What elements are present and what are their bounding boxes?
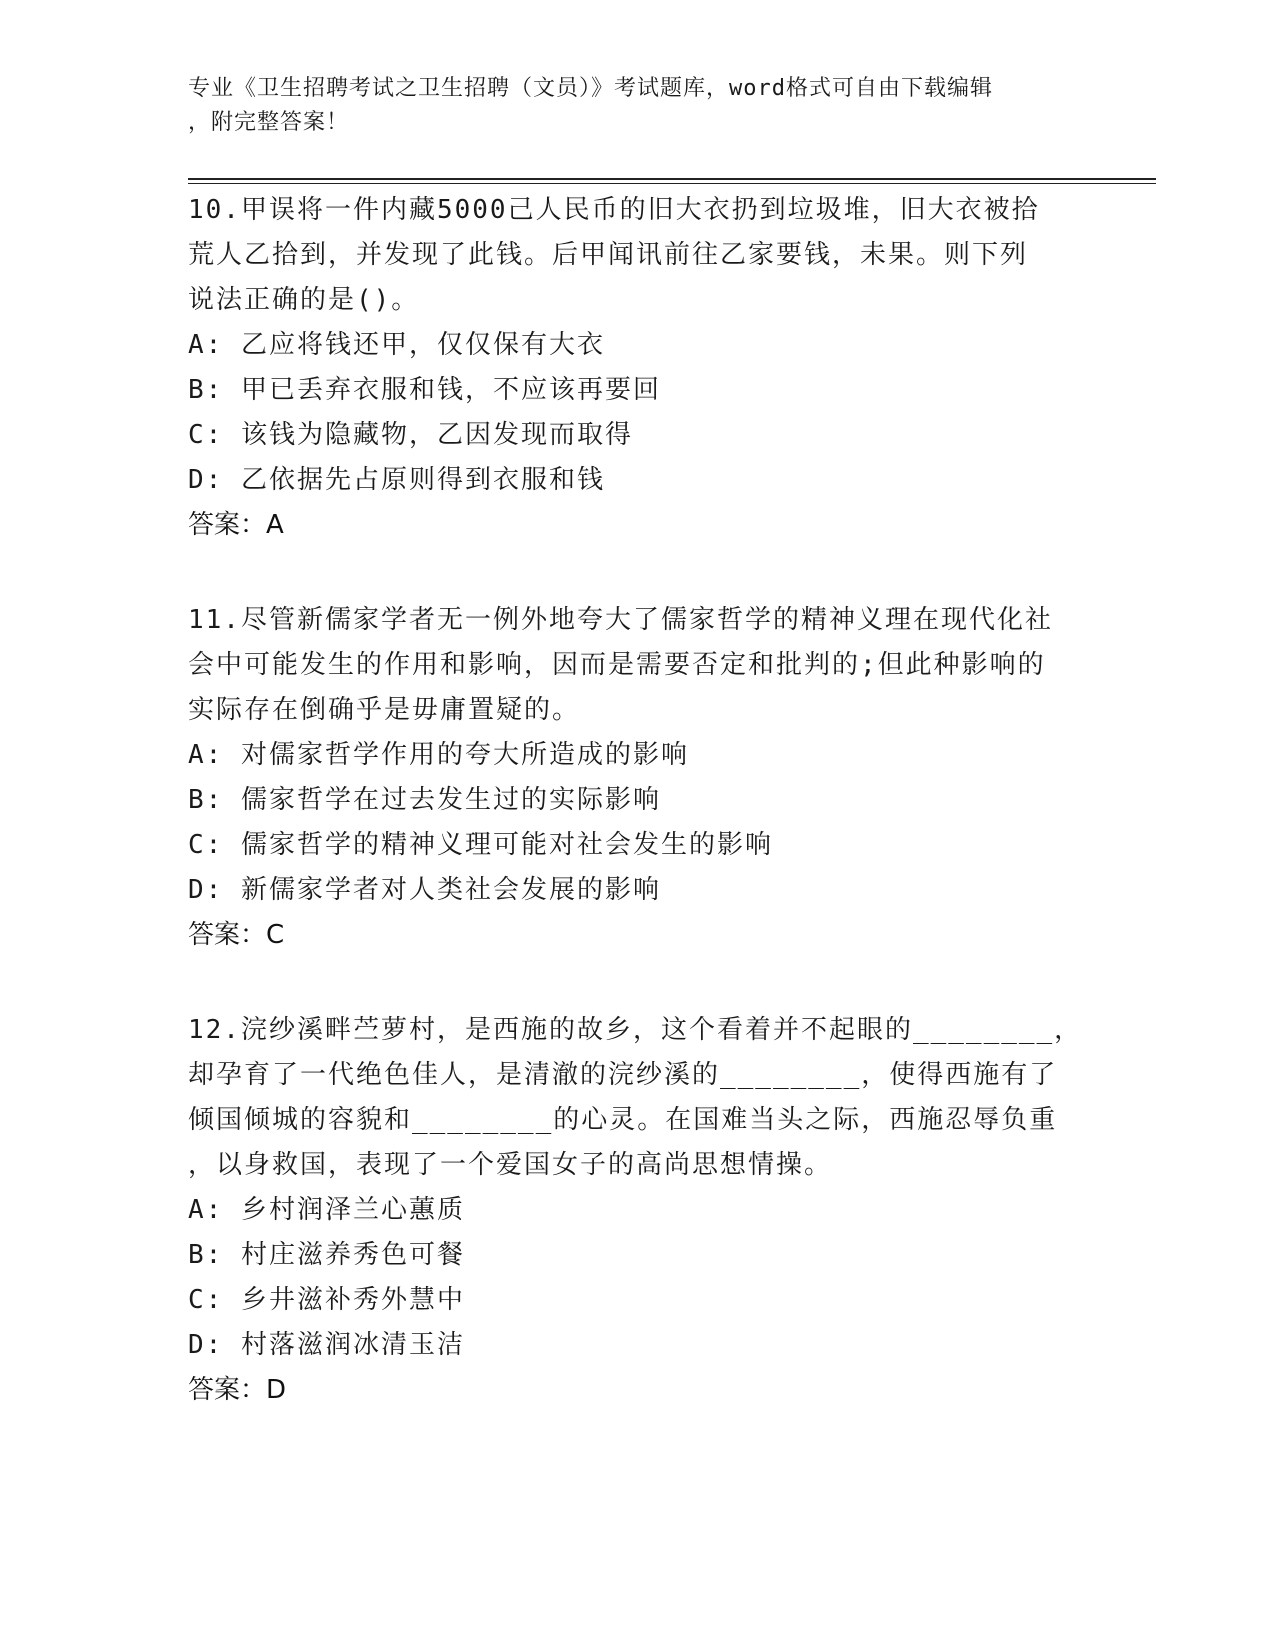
header-line-1: 专业《卫生招聘考试之卫生招聘（文员）》考试题库，word格式可自由下载编辑 <box>188 76 993 101</box>
header-line-2: ，附完整答案！ <box>188 110 350 135</box>
question-11 <box>188 598 1088 958</box>
question-12 <box>188 1008 1088 1413</box>
question-10 <box>188 188 1088 548</box>
answer: 答案：A <box>188 510 284 540</box>
question-text-line: 12.浣纱溪畔苎萝村，是西施的故乡，这个看着并不起眼的________， <box>188 1015 1083 1045</box>
question-text-line: 10.甲误将一件内藏5000己人民币的旧大衣扔到垃圾堆，旧大衣被拾 <box>188 195 1040 225</box>
header-divider-thick <box>188 178 1156 180</box>
option-d: D: 村落滋润冰清玉洁 <box>188 1330 465 1360</box>
question-text-line: 11.尽管新儒家学者无一例外地夸大了儒家哲学的精神义理在现代化社 <box>188 605 1053 635</box>
option-b: B: 村庄滋养秀色可餐 <box>188 1240 465 1270</box>
option-a: A: 乡村润泽兰心蕙质 <box>188 1195 465 1225</box>
question-text-line: 说法正确的是()。 <box>188 285 420 315</box>
question-text-line: ，以身救国，表现了一个爱国女子的高尚思想情操。 <box>188 1150 833 1180</box>
question-text-line: 会中可能发生的作用和影响，因而是需要否定和批判的;但此种影响的 <box>188 650 1046 680</box>
document-header <box>188 72 1068 140</box>
option-d: D: 新儒家学者对人类社会发展的影响 <box>188 875 661 905</box>
option-a: A: 乙应将钱还甲，仅仅保有大衣 <box>188 330 605 360</box>
answer: 答案：C <box>188 920 285 950</box>
answer: 答案：D <box>188 1375 287 1405</box>
header-divider-thin <box>188 183 1156 184</box>
question-text-line: 倾国倾城的容貌和________的心灵。在国难当头之际，西施忍辱负重 <box>188 1105 1058 1135</box>
option-a: A: 对儒家哲学作用的夸大所造成的影响 <box>188 740 689 770</box>
question-text-line: 实际存在倒确乎是毋庸置疑的。 <box>188 695 581 725</box>
option-b: B: 甲已丢弃衣服和钱，不应该再要回 <box>188 375 661 405</box>
question-text-line: 荒人乙拾到，并发现了此钱。后甲闻讯前往乙家要钱，未果。则下列 <box>188 240 1029 270</box>
question-text-line: 却孕育了一代绝色佳人，是清澈的浣纱溪的________，使得西施有了 <box>188 1060 1058 1090</box>
option-d: D: 乙依据先占原则得到衣服和钱 <box>188 465 605 495</box>
option-c: C: 儒家哲学的精神义理可能对社会发生的影响 <box>188 830 773 860</box>
option-c: C: 乡井滋补秀外慧中 <box>188 1285 465 1315</box>
option-c: C: 该钱为隐藏物，乙因发现而取得 <box>188 420 633 450</box>
option-b: B: 儒家哲学在过去发生过的实际影响 <box>188 785 661 815</box>
